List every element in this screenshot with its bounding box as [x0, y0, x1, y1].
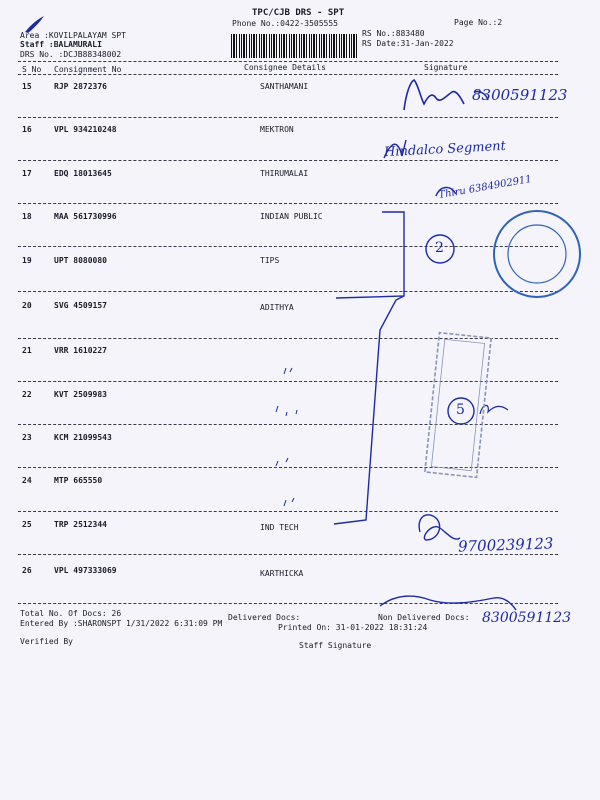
handwritten-phone-footer: 8300591123 [482, 610, 572, 626]
handwritten-phone-row15: 8300591123 [472, 86, 568, 104]
row-consignment: MAA 561730996 [54, 212, 117, 221]
bracket-stroke [334, 212, 404, 524]
row-sno: 15 [22, 82, 32, 91]
phone-number: Phone No.:0422-3505555 [232, 19, 338, 28]
verified-by: Verified By [20, 637, 73, 646]
column-header-signature: Signature [424, 63, 468, 72]
row-consignee: TIPS [260, 256, 280, 265]
circled-number-2: 2 [435, 240, 444, 256]
row-consignment: MTP 665550 [54, 476, 103, 485]
row-sno: 20 [22, 301, 32, 310]
row-sno: 24 [22, 476, 32, 485]
row-sno: 21 [22, 346, 32, 355]
row-consignment: RJP 2872376 [54, 82, 107, 91]
handwritten-phone-row25: 9700239123 [457, 534, 554, 556]
row-consignment: EDQ 18013645 [54, 169, 112, 178]
row-sno: 19 [22, 256, 32, 265]
signature-footer [380, 596, 516, 610]
row-consignment: KCM 21099543 [54, 433, 112, 442]
delivered-docs: Delivered Docs: [228, 613, 301, 622]
row-consignment: VPL 934210248 [54, 125, 117, 134]
handwritten-text-row16: Hindalco Segment [383, 138, 507, 161]
row-sno: 18 [22, 212, 32, 221]
row-consignee: SANTHAMANI [260, 82, 309, 91]
handwritten-text-row17: Thiru 6384902911 [437, 173, 533, 202]
area-label: Area :KOVILPALAYAM SPT [20, 31, 126, 40]
rs-date: RS Date:31-Jan-2022 [362, 39, 454, 48]
non-delivered-docs: Non Delivered Docs: [378, 613, 470, 622]
row-sno: 25 [22, 520, 32, 529]
row-sno: 22 [22, 390, 32, 399]
signature-row25 [419, 515, 460, 540]
row-consignment: VPL 497333069 [54, 566, 117, 575]
row-sno: 23 [22, 433, 32, 442]
row-consignee: MEKTRON [260, 125, 294, 134]
row-sno: 26 [22, 566, 32, 575]
rs-number: RS No.:883480 [362, 29, 425, 38]
staff-signature: Staff Signature [299, 641, 372, 650]
row-sno: 17 [22, 169, 32, 178]
staff-label: Staff :BALAMURALI [20, 40, 102, 49]
indian-public-stamp-outer-ring [494, 211, 580, 297]
row-consignee: THIRUMALAI [260, 169, 309, 178]
row-consignment: VRR 1610227 [54, 346, 107, 355]
row-consignee: INDIAN PUBLIC [260, 212, 323, 221]
row-consignee: KARTHICKA [260, 569, 304, 578]
indian-public-stamp [494, 211, 580, 297]
drs-number: DRS No. :DCJB88348002 [20, 50, 122, 59]
printed-on: Printed On: 31-01-2022 18:31:24 [278, 623, 428, 632]
column-header-consignment: Consignment No [54, 65, 122, 74]
row-consignment: UPT 8080080 [54, 256, 107, 265]
column-header-sno: S No [22, 65, 42, 74]
tick-marks [276, 368, 297, 506]
circled-number-5: 5 [456, 402, 465, 418]
column-header-consignee: Consignee Details [244, 63, 326, 72]
entered-by: Entered By :SHARONSPT 1/31/2022 6:31:09 PM [20, 619, 223, 628]
total-docs: Total No. Of Docs: 26 [20, 609, 122, 618]
document-title: TPC/CJB DRS - SPT [252, 8, 345, 18]
row-consignee: IND TECH [260, 523, 299, 532]
page-number: Page No.:2 [454, 18, 503, 27]
row-sno: 16 [22, 125, 32, 134]
row-consignment: KVT 2509983 [54, 390, 107, 399]
row-consignment: TRP 2512344 [54, 520, 107, 529]
row-consignee: ADITHYA [260, 303, 294, 312]
row-consignment: SVG 4509157 [54, 301, 107, 310]
indian-public-stamp-inner-ring [508, 225, 566, 283]
